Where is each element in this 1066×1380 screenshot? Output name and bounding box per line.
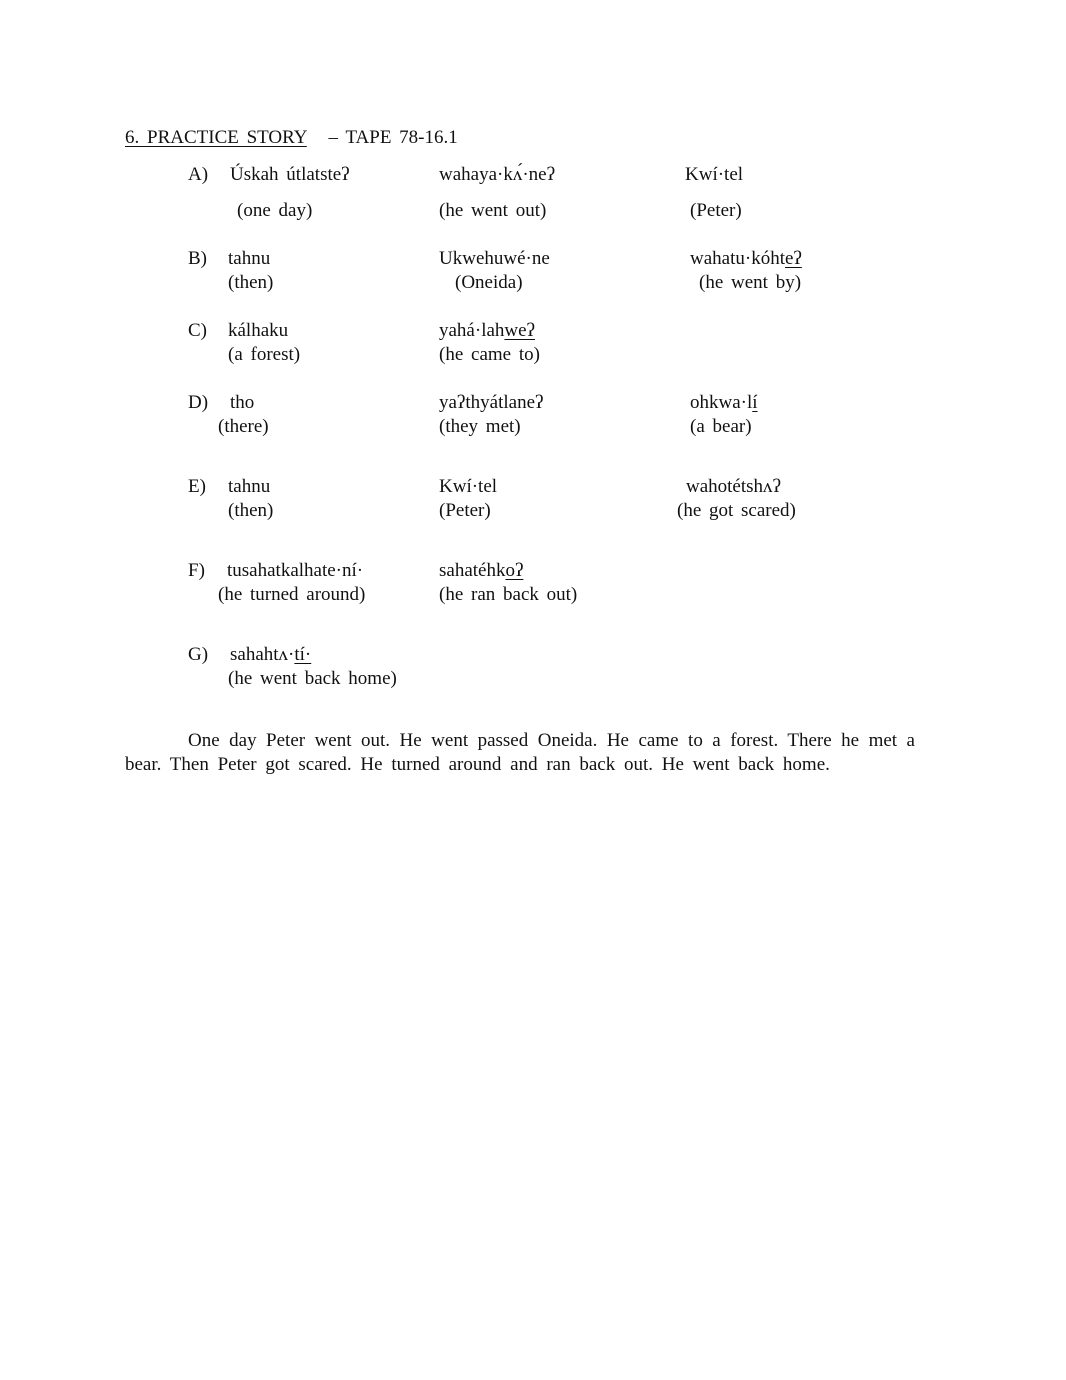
- gloss: (he went by): [699, 272, 802, 293]
- oneida-word: kálhaku: [228, 320, 289, 341]
- line-letter: F): [188, 560, 205, 581]
- oneida-word: tahnu: [228, 476, 271, 497]
- english-translation: [125, 729, 915, 777]
- gloss: (a bear): [690, 416, 752, 437]
- gloss: (then): [228, 272, 274, 293]
- section-title: 6. PRACTICE STORY: [125, 127, 307, 148]
- gloss: (he went back home): [228, 668, 397, 689]
- oneida-word: yahá·lahweʔ: [439, 320, 535, 341]
- oneida-word: sahatéhkoʔ: [439, 560, 524, 581]
- line-letter: G): [188, 644, 209, 665]
- oneida-word: yaʔthyátlaneʔ: [439, 392, 544, 413]
- gloss: (he came to): [439, 344, 540, 365]
- line-letter: E): [188, 476, 206, 497]
- gloss: (one day): [237, 200, 313, 221]
- oneida-word: tahnu: [228, 248, 271, 269]
- gloss: (Peter): [690, 200, 742, 221]
- line-letter: B): [188, 248, 207, 269]
- oneida-word: tho: [230, 392, 255, 413]
- line-letter: D): [188, 392, 209, 413]
- oneida-word: wahotétshʌʔ: [686, 476, 781, 497]
- gloss: (they met): [439, 416, 521, 437]
- gloss: (he got scared): [677, 500, 796, 521]
- gloss: (he went out): [439, 200, 547, 221]
- oneida-word: ohkwa·lí: [690, 392, 758, 413]
- gloss: (there): [218, 416, 269, 437]
- oneida-word: Kwí·tel: [439, 476, 498, 497]
- gloss: (he ran back out): [439, 584, 578, 605]
- gloss: (Oneida): [455, 272, 523, 293]
- gloss: (then): [228, 500, 274, 521]
- gloss: (Peter): [439, 500, 491, 521]
- gloss: (he turned around): [218, 584, 366, 605]
- section-heading: [125, 128, 458, 147]
- translation-text: One day Peter went out. He went passed Oneida. He came to a forest. There he met a bear. Then Peter got scared. He turned around and ran back out. He went back home.: [125, 730, 915, 775]
- oneida-word: wahaya·kʌ́·neʔ: [439, 164, 556, 185]
- oneida-word: tusahatkalhate·ní·: [227, 560, 364, 581]
- line-letter: C): [188, 320, 207, 341]
- oneida-word: wahatu·kóhteʔ: [690, 248, 802, 269]
- oneida-word: sahahtʌ·tí·: [230, 644, 312, 665]
- oneida-word: Kwí·tel: [685, 164, 744, 185]
- line-letter: A): [188, 164, 209, 185]
- oneida-word: Úskah útlatsteʔ: [230, 164, 350, 185]
- tape-reference: – TAPE 78-16.1: [328, 127, 458, 148]
- oneida-word: Ukwehuwé·ne: [439, 248, 550, 269]
- gloss: (a forest): [228, 344, 301, 365]
